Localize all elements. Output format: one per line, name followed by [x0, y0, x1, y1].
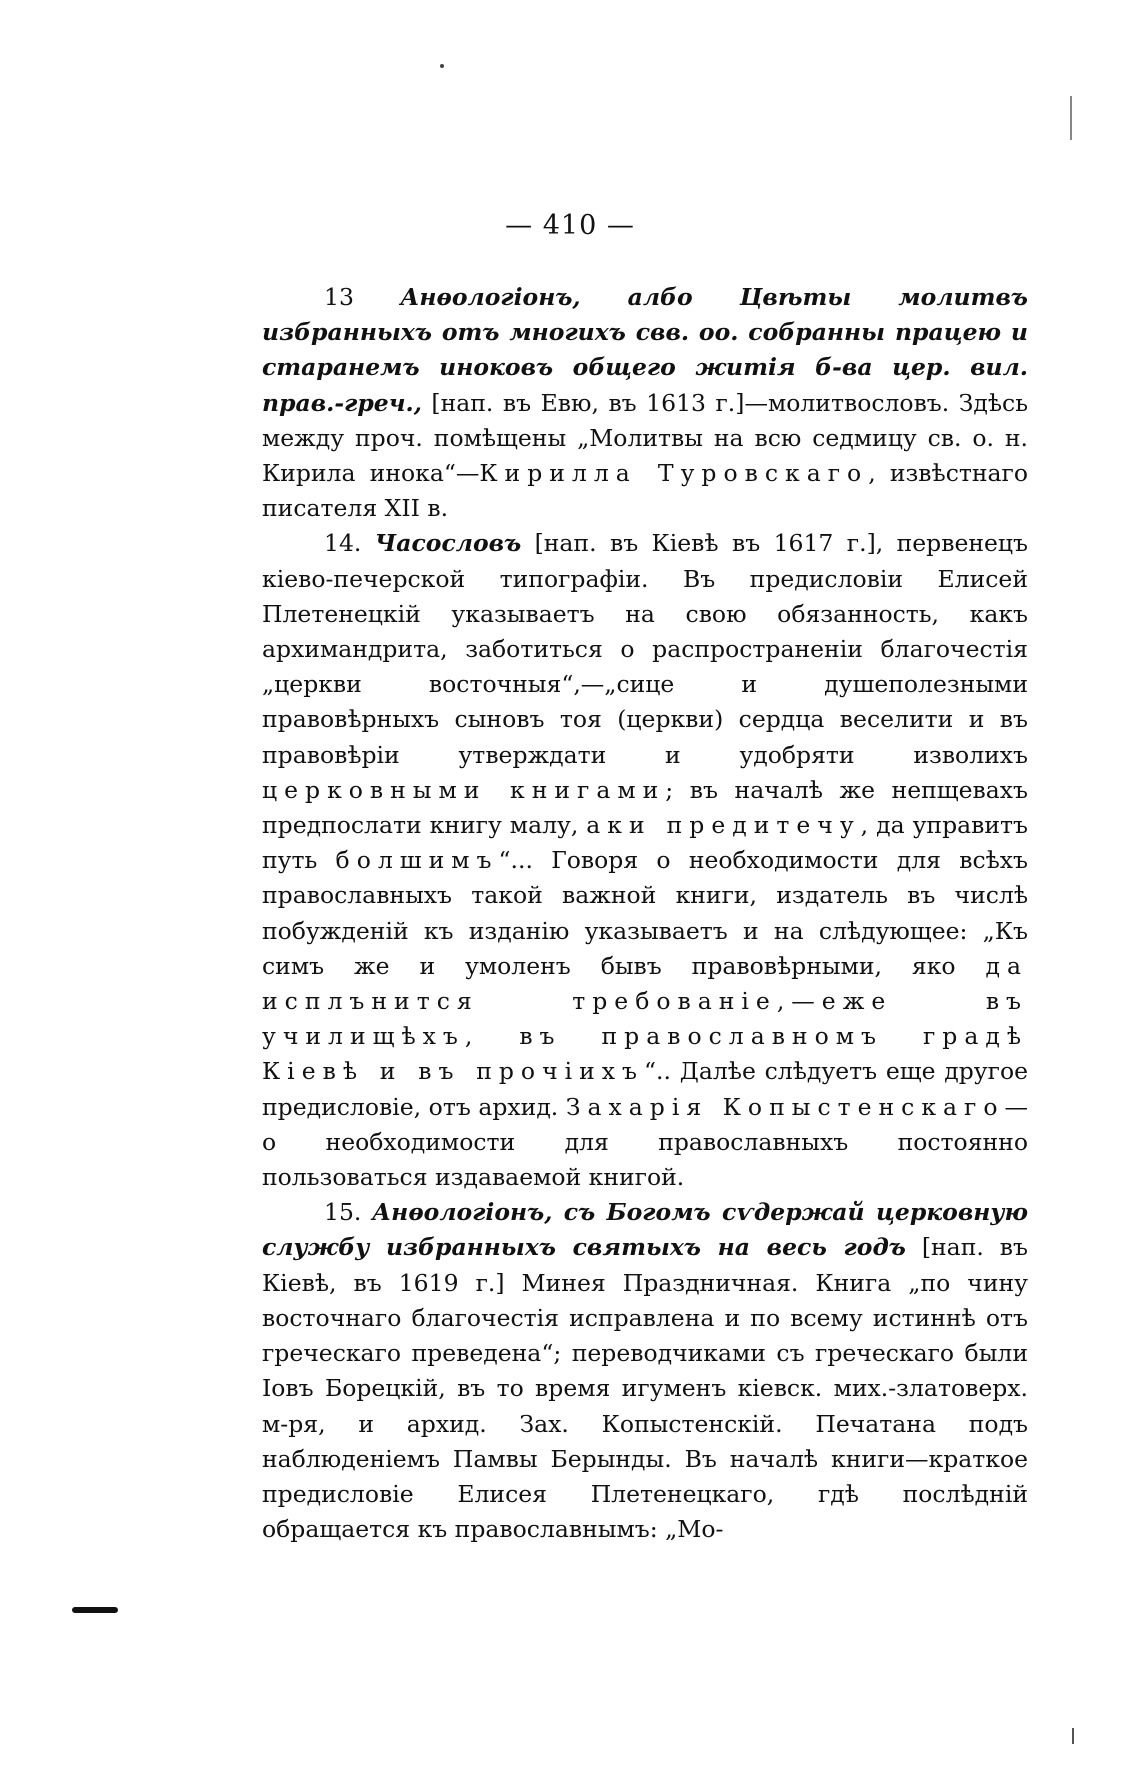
scan-edge-mark-bottom	[1072, 1728, 1074, 1744]
spaced-quote: болшимъ	[335, 846, 499, 875]
entry-13	[262, 280, 1028, 526]
entry-body: , да управитъ путь	[262, 811, 1028, 875]
entry-body: ; въ началѣ же непщевахъ предпослати книгу малу,	[262, 775, 1028, 840]
entry-number: 15.	[324, 1198, 362, 1227]
entry-body: [нап. въ Евю, въ 1613 г.]—молитвословъ. Здѣсь между проч. помѣщены „Молитвы на всю седмицу св. о. н. Кирила инока“—	[262, 388, 1028, 488]
entry-15	[262, 1195, 1028, 1547]
entry-title: Анѳологіонъ, съ Богомъ сѵдержай церковную службу избранныхъ святыхъ на весь годъ	[262, 1198, 1028, 1262]
entry-body: [нап. въ Кіевѣ въ 1617 г.], первенецъ кіево-печерской типографіи. Въ предисловіи Елисей Плетенецкій указываетъ на свою обязанность, какъ архимандрита, заботиться о распространеніи благочестія „церкви восточныя“,—„сице и душеполезными правовѣрныхъ сыновъ тоя (церкви) сердца веселити и въ правовѣріи утверждати и удобряти изволихъ	[262, 529, 1028, 769]
spaced-quote: аки предитечу	[586, 811, 861, 840]
page-number: — 410 —	[505, 210, 635, 241]
entry-number: 13	[324, 283, 354, 311]
spaced-author-name: Кирилла Туровскаго	[479, 459, 869, 488]
print-speck	[440, 64, 444, 68]
entry-body: “.. Далѣе слѣдуетъ еще другое предисловіе, отъ архид.	[262, 1057, 1029, 1121]
scan-edge-mark-top	[1070, 96, 1072, 140]
entry-title: Анѳологіонъ, албо Цвѣты молитвъ избранныхъ отъ многихъ свв. оо. собранны працею и старанемъ иноковъ общего житія б-ва цер. вил. прав.-греч.,	[262, 283, 1028, 417]
entry-body: —о необходимости для православныхъ постоянно пользоваться издаваемой книгой.	[262, 1092, 1028, 1192]
entry-body: , извѣстнаго писателя XII в.	[262, 459, 1028, 523]
entry-body: [нап. въ Кіевѣ, въ 1619 г.] Минея Праздничная. Книга „по чину восточнаго благочестія исправлена и по всему истиннѣ отъ греческаго преведена“; переводчиками съ греческаго были Іовъ Борецкій, въ то время игуменъ кіевск. мих.-златоверх. м-ря, и архид. Зах. Копыстенскій. Печатана подъ наблюденіемъ Памвы Берынды. Въ началѣ книги—краткое предисловіе Елисея Плетенецкаго, гдѣ послѣдній обращается къ православнымъ: „Мо-	[262, 1233, 1028, 1544]
entry-number: 14.	[324, 529, 362, 558]
spaced-quote: церковными книгами	[262, 775, 666, 804]
entry-title: Часословъ	[374, 529, 522, 558]
entry-14	[262, 526, 1028, 1195]
entry-body: “... Говоря о необходимости для всѣхъ православныхъ такой важной книги, издатель въ числѣ побужденій къ изданію указываетъ и на слѣдующее: „Къ симъ же и умоленъ бывъ правовѣрными, яко	[262, 846, 1028, 980]
spaced-quote: да исплънится требованіе,—еже въ училищѣхъ, въ православномъ градѣ Кіевѣ и въ прочіихъ	[262, 951, 1028, 1086]
spaced-author-name: Захарія Копыстенскаго	[565, 1092, 1005, 1121]
margin-rule-mark	[72, 1607, 118, 1613]
main-text	[262, 280, 1028, 1547]
